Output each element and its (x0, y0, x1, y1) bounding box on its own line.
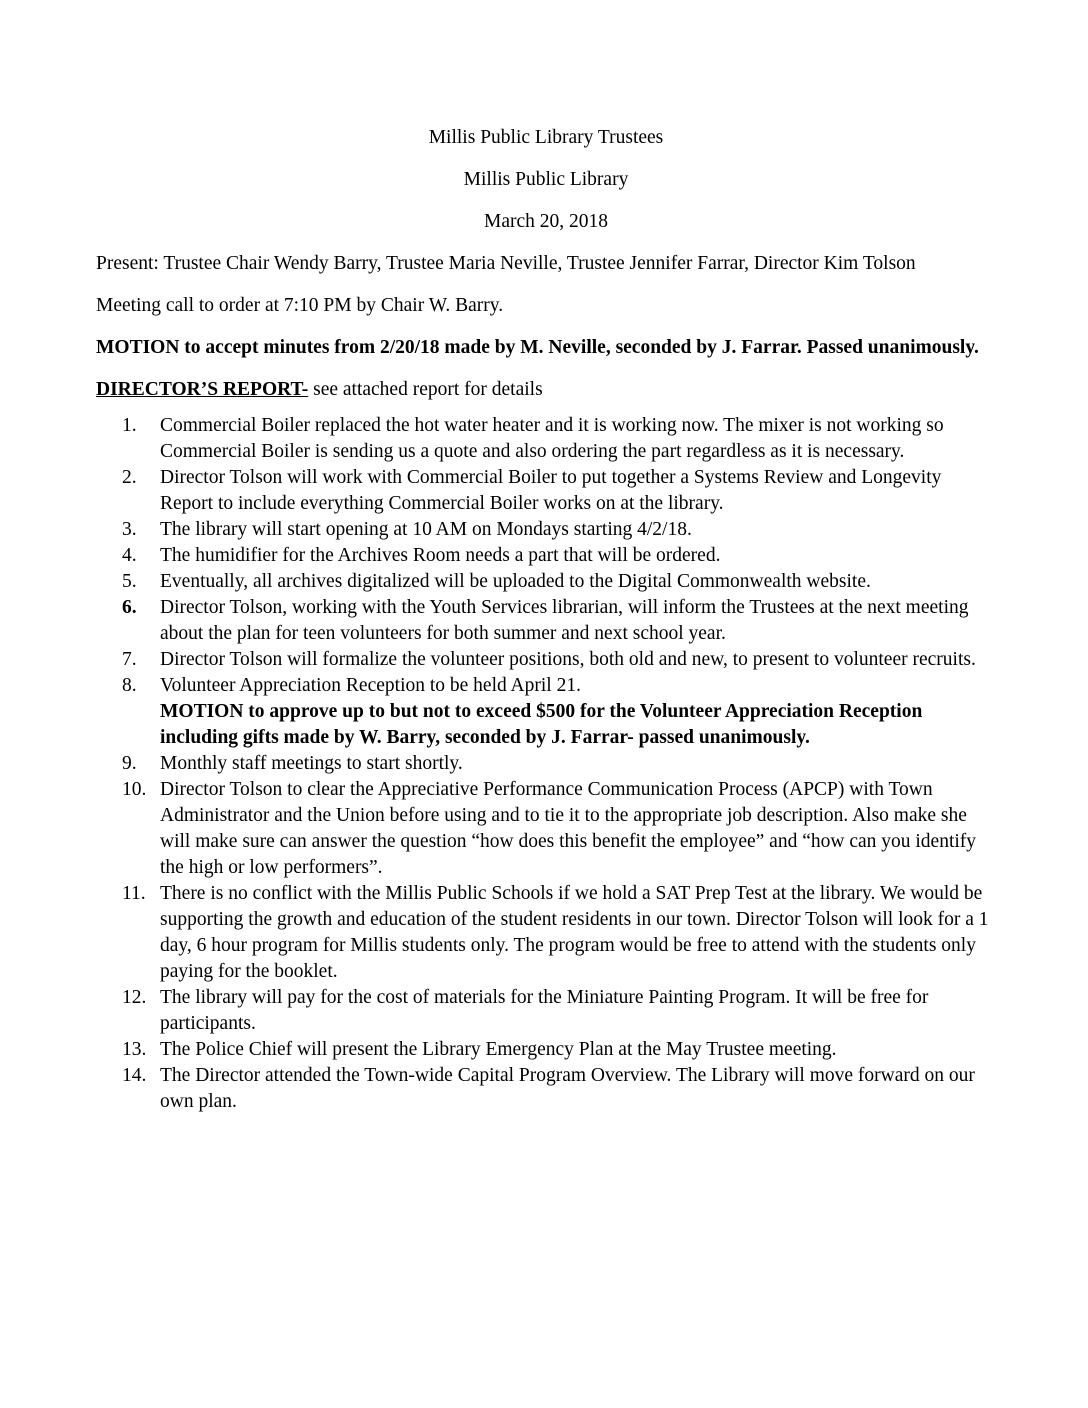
org-title: Millis Public Library Trustees (428, 127, 664, 148)
report-item-number: 7. (122, 649, 137, 670)
motion-minutes: MOTION to accept minutes from 2/20/18 made by M. Neville, seconded by J. Farrar. Passed unanimously. (96, 337, 979, 358)
report-item-number: 12. (122, 987, 147, 1008)
directors-report-heading: DIRECTOR’S REPORT- (96, 379, 309, 400)
report-item-motion: MOTION to approve up to but not to exceed $500 for the Volunteer Appreciation Reception including gifts made by W. Barry, seconded by J. Farrar- passed unanimously. (160, 701, 923, 748)
report-item-text: There is no conflict with the Millis Public Schools if we hold a SAT Prep Test at the library. We would be supporting the growth and education of the student residents in our town. Director Tolson will look for a 1 day, 6 hour program for Millis students only. The program would be free to attend with the students only paying for the booklet. (160, 883, 989, 982)
report-item-text: The library will pay for the cost of materials for the Miniature Painting Program. It will be free for participants. (160, 987, 929, 1034)
report-item-number: 8. (122, 675, 137, 696)
report-item-number: 4. (122, 545, 137, 566)
report-item-number: 10. (122, 779, 147, 800)
report-item (96, 595, 996, 647)
report-item-number: 5. (122, 571, 137, 592)
report-item-number: 6. (122, 597, 137, 618)
report-item (96, 777, 996, 881)
report-item-number: 11. (122, 883, 146, 904)
report-item-text: The library will start opening at 10 AM on Mondays starting 4/2/18. (160, 519, 692, 540)
report-item-text: Volunteer Appreciation Reception to be held April 21. (160, 675, 581, 696)
report-item (96, 751, 996, 777)
report-item (96, 881, 996, 985)
report-item-number: 2. (122, 467, 137, 488)
report-item-number: 13. (122, 1039, 147, 1060)
report-item-text: Commercial Boiler replaced the hot water heater and it is working now. The mixer is not working so Commercial Boiler is sending us a quote and also ordering the part regardless as it is necessary. (160, 415, 944, 462)
report-item-text: Monthly staff meetings to start shortly. (160, 753, 463, 774)
report-item-text: The humidifier for the Archives Room needs a part that will be ordered. (160, 545, 721, 566)
attendees: Present: Trustee Chair Wendy Barry, Trustee Maria Neville, Trustee Jennifer Farrar, Director Kim Tolson (96, 253, 916, 274)
report-item-number: 14. (122, 1065, 147, 1086)
directors-report-heading-line (96, 377, 996, 403)
report-items-list (96, 413, 996, 1115)
library-name: Millis Public Library (463, 169, 629, 190)
report-item (96, 647, 996, 673)
report-item (96, 1037, 996, 1063)
meeting-date: March 20, 2018 (483, 211, 609, 232)
call-to-order: Meeting call to order at 7:10 PM by Chair W. Barry. (96, 295, 504, 316)
report-item-text: The Director attended the Town-wide Capital Program Overview. The Library will move forward on our own plan. (160, 1065, 975, 1112)
report-item (96, 465, 996, 517)
report-item (96, 413, 996, 465)
report-item-text: Director Tolson, working with the Youth Services librarian, will inform the Trustees at the next meeting about the plan for teen volunteers for both summer and next school year. (160, 597, 969, 644)
report-item (96, 569, 996, 595)
report-item-text: Director Tolson will work with Commercial Boiler to put together a Systems Review and Longevity Report to include everything Commercial Boiler works on at the library. (160, 467, 942, 514)
report-item-number: 3. (122, 519, 137, 540)
document-page (96, 125, 996, 1115)
report-item (96, 1063, 996, 1115)
directors-report-note: see attached report for details (308, 379, 543, 400)
report-item (96, 517, 996, 543)
report-item-number: 9. (122, 753, 137, 774)
report-item-number: 1. (122, 415, 137, 436)
report-item-text: Director Tolson will formalize the volunteer positions, both old and new, to present to volunteer recruits. (160, 649, 976, 670)
report-item-text: The Police Chief will present the Library Emergency Plan at the May Trustee meeting. (160, 1039, 837, 1060)
report-item-text: Eventually, all archives digitalized will be uploaded to the Digital Commonwealth website. (160, 571, 871, 592)
report-item (96, 673, 996, 751)
report-item (96, 985, 996, 1037)
report-item-text: Director Tolson to clear the Appreciative Performance Communication Process (APCP) with Town Administrator and the Union before using and to tie it to the appropriate job description. Also make she will make sure can answer the question “how does this benefit the employee” and “how can you identify the high or low performers”. (160, 779, 977, 878)
report-item (96, 543, 996, 569)
